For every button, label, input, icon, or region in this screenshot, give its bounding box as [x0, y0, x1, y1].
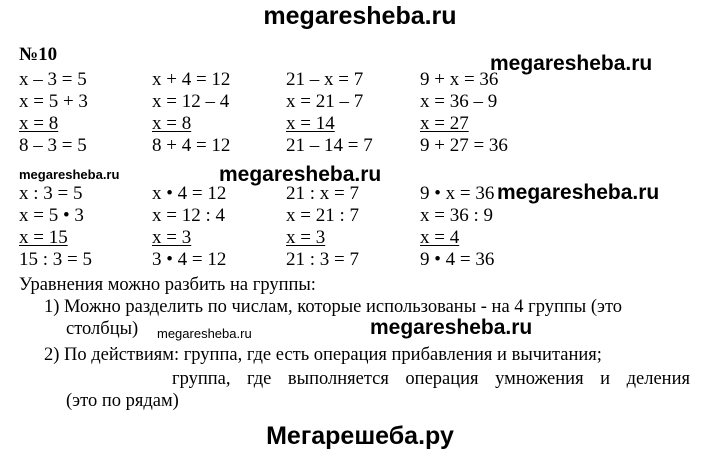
solution: x = 8: [19, 113, 59, 134]
solution: x = 3: [152, 227, 192, 248]
watermark: megaresheba.ru: [19, 167, 120, 182]
column-3: [286, 69, 373, 157]
solution: x = 3: [286, 227, 326, 248]
column-4: [420, 69, 508, 157]
watermark: megaresheba.ru: [490, 52, 653, 75]
equation: x – 3 = 5: [19, 69, 87, 90]
solution: x = 4: [420, 227, 460, 248]
equation: 9 + x = 36: [420, 69, 499, 90]
item-1-line-2: столбцы): [66, 319, 139, 339]
equation: x • 4 = 12: [152, 183, 227, 204]
check: 9 • 4 = 36: [420, 249, 495, 270]
item-2-line-1: 2) По действиям: группа, где есть операция прибавления и вычитания;: [44, 345, 602, 365]
watermark: megaresheba.ru: [370, 316, 533, 339]
equation: x = 5 • 3: [19, 205, 84, 226]
check: 9 + 27 = 36: [420, 135, 508, 156]
task-number: №10: [19, 44, 58, 65]
solution: x = 8: [152, 113, 192, 134]
check: 21 – 14 = 7: [286, 135, 373, 156]
equation: 9 • x = 36: [420, 183, 495, 204]
item-2-line-2: группа, где выполняется операция умножения и деления: [172, 369, 690, 389]
equation: 21 – x = 7: [286, 69, 364, 90]
watermark: megaresheba.ru: [219, 163, 382, 186]
item-1-line-1: 1) Можно разделить по числам, которые использованы - на 4 группы (это: [44, 297, 623, 317]
column-3: [286, 183, 359, 271]
watermark: megaresheba.ru: [497, 181, 660, 204]
equation: x + 4 = 12: [152, 69, 231, 90]
item-2-line-3: (это по рядам): [66, 391, 179, 411]
watermark: megaresheba.ru: [157, 326, 252, 341]
site-footer: Мегарешеба.ру: [266, 422, 454, 450]
column-2: [152, 183, 226, 271]
solution: x = 14: [286, 113, 335, 134]
check: 8 + 4 = 12: [152, 135, 231, 156]
check: 15 : 3 = 5: [19, 249, 92, 270]
equation: x = 12 – 4: [152, 91, 230, 112]
equation: x : 3 = 5: [19, 183, 83, 204]
equation: x = 21 : 7: [286, 205, 359, 226]
equation: x = 36 – 9: [420, 91, 498, 112]
equation: 21 : x = 7: [286, 183, 359, 204]
site-header: megaresheba.ru: [263, 2, 457, 30]
column-4: [420, 183, 494, 271]
solution: x = 15: [19, 227, 68, 248]
solution: x = 27: [420, 113, 469, 134]
intro-text: Уравнения можно разбить на группы:: [19, 275, 316, 295]
check: 21 : 3 = 7: [286, 249, 359, 270]
check: 3 • 4 = 12: [152, 249, 227, 270]
equation: x = 21 – 7: [286, 91, 364, 112]
check: 8 – 3 = 5: [19, 135, 87, 156]
column-2: [152, 69, 230, 157]
column-1: [19, 183, 92, 271]
equation: x = 5 + 3: [19, 91, 88, 112]
column-1: [19, 69, 88, 157]
equation: x = 12 : 4: [152, 205, 225, 226]
equation: x = 36 : 9: [420, 205, 493, 226]
